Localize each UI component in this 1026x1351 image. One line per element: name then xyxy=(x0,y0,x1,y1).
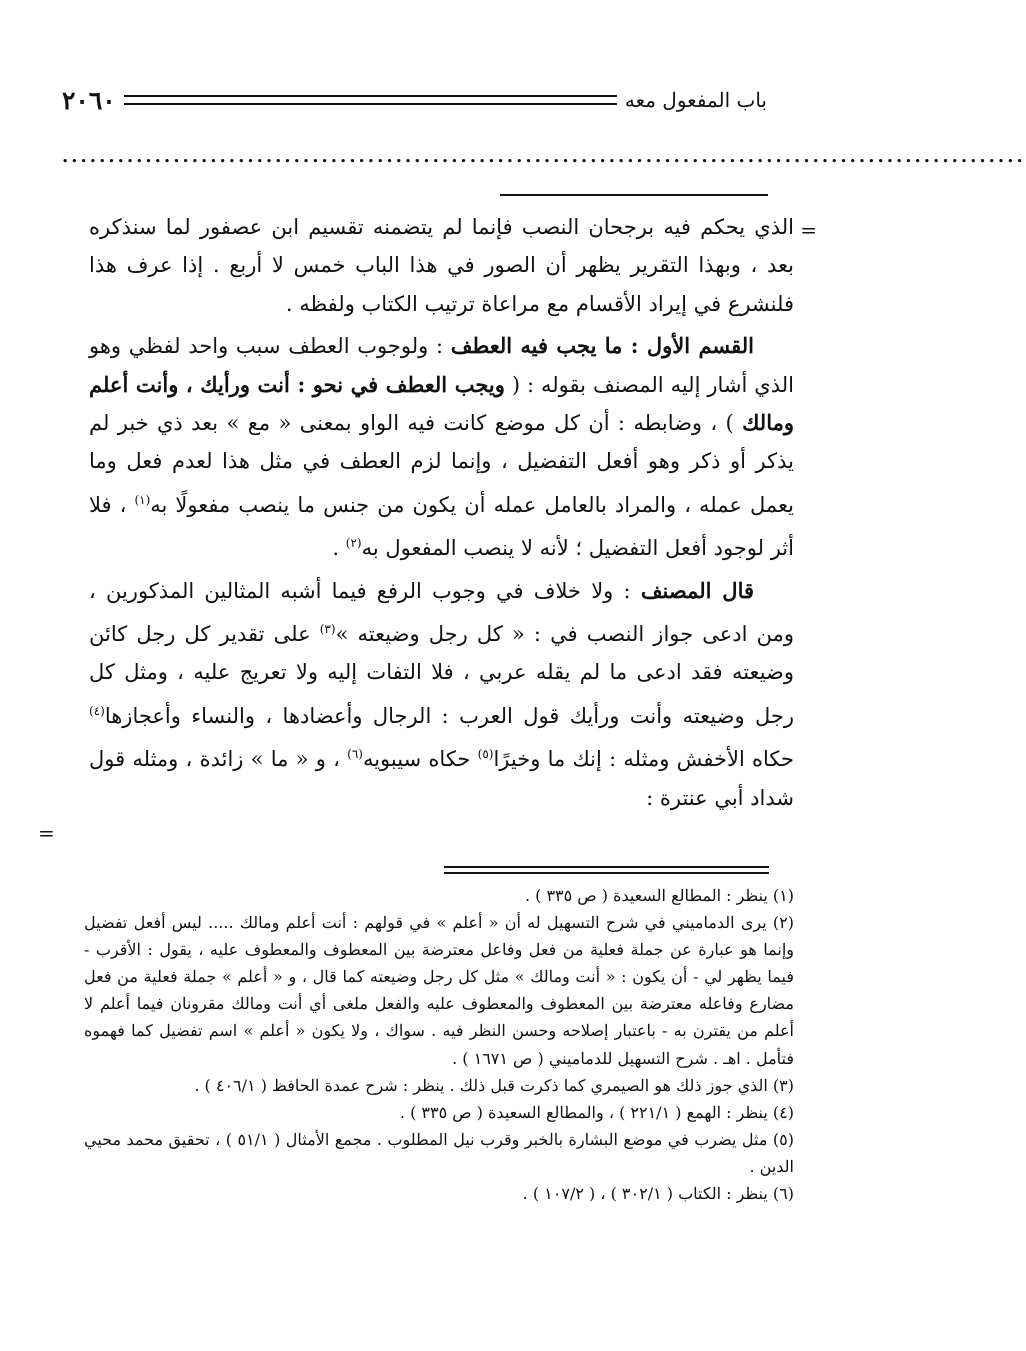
running-header xyxy=(62,80,767,120)
paragraph-1: الذي يحكم فيه برجحان النصب فإنما لم يتضمنه تقسيم ابن عصفور لما سنذكره بعد ، وبهذا التقرير يظهر أن الصور في هذا الباب خمس لا أربع . إذا عرف هذا فلنشرع في إيراد الأقسام مع مراعاة ترتيب الكتاب ولفظه . xyxy=(89,215,794,316)
continuation-mark-end: = xyxy=(38,821,55,845)
text-run: : ولوجوب العطف سبب واحد لفظي وهو الذي أشار إليه المصنف بقوله : ( xyxy=(89,334,794,397)
paragraph-2 xyxy=(89,327,794,567)
footnote-1: (١) ينظر : المطالع السعيدة ( ص ٣٣٥ ) . xyxy=(524,886,794,905)
footnote-ref-2[interactable]: (٢) xyxy=(345,536,362,551)
footnote-separator xyxy=(444,866,769,874)
paragraph-3 xyxy=(89,572,794,817)
footnote-5: (٥) مثل يضرب في موضع البشارة بالخبر وقرب نيل المطلوب . مجمع الأمثال ( ٥١/١ ) ، تحقيق محمد محيي الدين . xyxy=(84,1129,795,1176)
text-run: . xyxy=(332,536,346,561)
footnotes xyxy=(84,882,794,1207)
text-run: : ولا خلاف في وجوب الرفع فيما أشبه المثالين المذكورين ، ومن ادعى جواز النصب في : « كل رجل وضيعته » xyxy=(89,578,794,647)
footnote-ref-3[interactable]: (٣) xyxy=(319,622,336,637)
footnote-6: (٦) ينظر : الكتاب ( ٣٠٢/١ ) ، ( ١٠٧/٢ ) . xyxy=(522,1184,794,1204)
text-run: ، فلا أثر لوجود أفعل التفضيل ؛ لأنه لا ينصب المفعول به xyxy=(89,492,794,561)
section-heading: القسم الأول : ما يجب فيه العطف xyxy=(450,333,755,359)
text-run: حكاه سيبويه xyxy=(362,747,478,772)
continuation-mark-start: = xyxy=(800,218,817,242)
footnote-3: (٣) الذي جوز ذلك هو الصيمري كما ذكرت قبل ذلك . ينظر : شرح عمدة الحافظ ( ٤٠٦/١ ) . xyxy=(194,1075,794,1095)
footnote-ref-5[interactable]: (٥) xyxy=(477,747,494,762)
text-run: ، و « ما » زائدة ، ومثله قول شداد أبي عنترة : xyxy=(89,747,794,810)
page-number: ٢٠٦٠ xyxy=(62,85,116,115)
footnote-ref-6[interactable]: (٦) xyxy=(347,747,363,762)
text-run: ) ، وضابطه : أن كل موضع كانت فيه الواو بمعنى « مع » بعد ذي خبر لم يذكر أو ذكر وهو أفعل التفضيل ، وإنما لزم العطف في مثل هذا لعدم فعل وما يعمل عمله ، والمراد بالعامل عمله أن يكون من جنس ما ينصب مفعولًا به xyxy=(89,411,794,517)
short-rule xyxy=(500,194,768,196)
text-run: حكاه الأخفش ومثله : إنك ما وخيرًا xyxy=(493,747,794,772)
chapter-title: باب المفعول معه xyxy=(624,88,767,112)
speaker-heading: قال المصنف xyxy=(640,577,755,603)
footnote-2: (٢) يرى الدماميني في شرح التسهيل له أن « أعلم » في قولهم : أنت أعلم ومالك ..... ليس أفعل تفضيل وإنما هو عبارة عن جملة فعلية من فعل وفاعل معترضة بين المعطوف والمعطوف عليه ، يقول : الأقرب - فيما يظهر لي - أن يكون : « أنت ومالك » مثل كل رجل وضيعته كما قال ، و « أعلم » جملة فعلية من فعل مضارع وفاعله معترضة بين المعطوف والمعطوف عليه والفعل ملغى أي أنت ومالك مقرونان فيما أعلم لا أعلم من يقترن به - باعتبار إصلاحه وحسن النظر فيه . سواك ، ولا يكون « أعلم » اسم تفضيل كما فهموه فتأمل . اهـ . شرح التسهيل للدماميني ( ص ١٦٧١ ) . xyxy=(84,913,795,1068)
footnote-ref-4[interactable]: (٤) xyxy=(89,703,105,718)
text-run: على تقدير كل رجل كائن وضيعته فقد ادعى ما لم يقله عربي ، فلا التفات إليه ولا تعريج عليه ، ومثل كل رجل وضيعته وأنت ورأيك قول العرب : الرجال وأعضادها ، والنساء وأعجازها xyxy=(89,622,794,728)
main-text xyxy=(89,208,794,817)
header-double-rule xyxy=(124,95,617,105)
dotted-separator: ........................................................................................................ xyxy=(62,146,1026,167)
footnote-4: (٤) ينظر : الهمع ( ٢٢١/١ ) ، والمطالع السعيدة ( ص ٣٣٥ ) . xyxy=(399,1102,794,1122)
footnote-ref-1[interactable]: (١) xyxy=(134,492,151,507)
quoted-rule: ويجب العطف في نحو : أنت ورأيك ، وأنت أعلم ومالك xyxy=(89,371,794,436)
